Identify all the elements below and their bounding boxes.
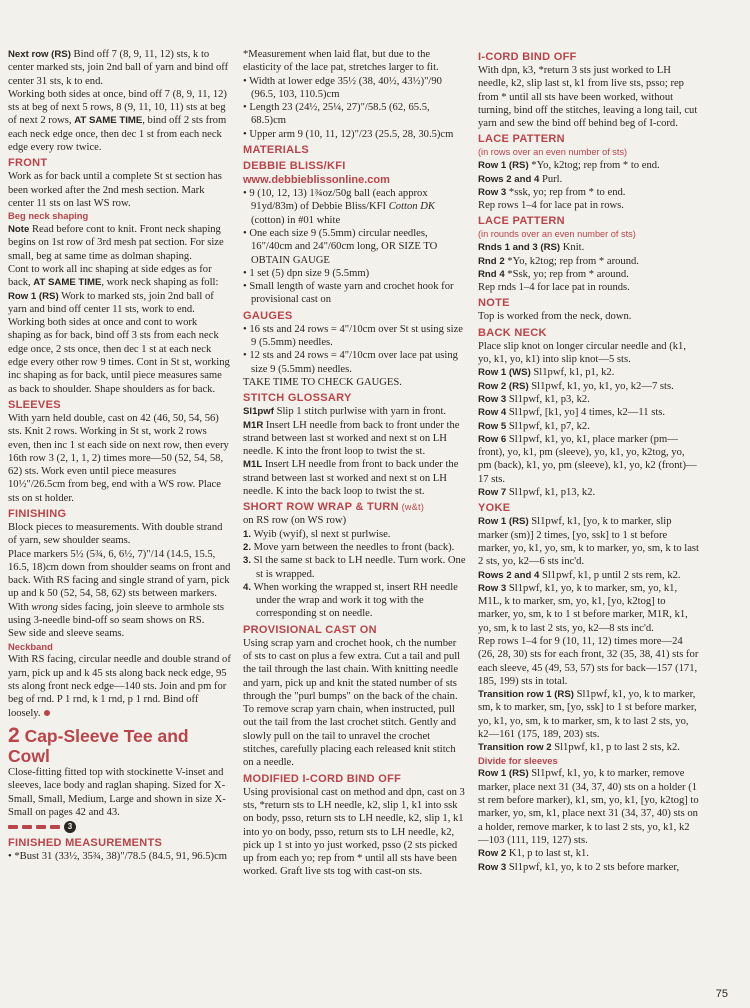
list-item: • 16 sts and 24 rows = 4"/10cm over St st using size 9 (5.5mm) needles. — [243, 323, 467, 350]
row-instruction — [478, 861, 700, 874]
row-instruction — [478, 173, 700, 186]
sleeves-heading: SLEEVES — [8, 398, 61, 411]
row-instruction — [478, 433, 700, 486]
glossary-entry — [243, 458, 467, 498]
list-item: • Small length of waste yarn and crochet hook for provisional cast on — [243, 280, 467, 307]
lace-pattern-heading: LACE PATTERN — [478, 133, 565, 146]
row-instruction — [478, 255, 700, 268]
short-row-steps — [243, 528, 467, 621]
row-label: Row 1 (RS) — [478, 160, 529, 172]
text: Cont to work all inc shaping at side edges as for back, — [8, 263, 212, 289]
row-text: *Ssk, yo; rep from * around. — [504, 268, 629, 280]
glossary-entry — [243, 405, 467, 418]
difficulty-bar-icon — [50, 825, 60, 829]
project-number: 2 — [8, 723, 20, 747]
row-text: Sl1pwf, k1, [yo, k to marker, slip marker (sm)] 2 times, [yo, ssk] to 1 st before marker, yo, k1, yo, sm, k to marker, yo, sm, k to last 2 sts, yo, k2—6 sts inc'd. — [478, 516, 699, 568]
row-label: Row 3 — [478, 861, 507, 873]
row-instruction — [478, 420, 700, 433]
gauges-list — [243, 323, 467, 376]
text: Working both sides at once, bind off 7 (8, 9, 11, 12) sts at beg of next 5 rows, 8 (9, 11, 10, 11) sts at beg of next 2 rows, — [8, 88, 227, 127]
step-text: Sl the same st back to LH needle. Turn work. One st is wrapped. — [253, 555, 466, 580]
paragraph — [8, 88, 232, 154]
neckband-text: With RS facing, circular needle and double strand of yarn, pick up and k 45 sts along back neck edge, 95 sts along front neck edge—140 sts. Join and pm for beg of rnd. P 1 rnd, k 1 rnd, p 1 rnd. Bind off loosely. — [8, 654, 231, 719]
row-text: Knit. — [560, 242, 585, 254]
list-item — [243, 187, 467, 227]
row-label: Row 3 — [478, 186, 507, 198]
row-text: Sl1pwf, k1, yo, k1, yo, k2—7 sts. — [528, 380, 674, 392]
text: , bind off 2 sts from each neck edge once, then dec 1 st from each neck edge every row twice. — [8, 115, 227, 154]
end-bullet-icon — [44, 710, 50, 716]
measurement-note: *Measurement when laid flat, but due to the elasticity of the lace pat, stretches larger to fit. — [243, 49, 439, 74]
step-number: 3. — [243, 555, 254, 567]
row-label: Row 1 (RS) — [478, 768, 529, 780]
difficulty-bar-icon — [22, 825, 32, 829]
emphasis: AT SAME TIME — [33, 277, 102, 289]
row-label: Row 4 — [478, 407, 507, 419]
lace-note: (in rounds over an even number of sts) — [478, 229, 636, 240]
difficulty-bar-icon — [36, 825, 46, 829]
list-item — [243, 581, 467, 621]
term: M1R — [243, 419, 264, 431]
list-item — [243, 541, 467, 554]
materials-list — [243, 187, 467, 307]
paragraph: Block pieces to measurements. With double strand of yarn, sew shoulder seams. — [8, 522, 223, 547]
row-label: Rnd 2 — [478, 255, 505, 267]
text: (cotton) in #01 white — [251, 214, 341, 226]
list-item: • Length 23 (24½, 25¼, 27)"/58.5 (62, 65.5, 68.5)cm — [243, 101, 467, 128]
row-text: Sl1pwf, [k1, yo] 4 times, k2—11 sts. — [506, 407, 666, 419]
row-instruction — [478, 268, 700, 281]
divide-heading: Divide for sleeves — [478, 754, 558, 766]
row-label: Transition row 2 — [478, 742, 552, 754]
row-instruction — [478, 688, 700, 741]
project-title-text: Cap-Sleeve Tee and Cowl — [8, 725, 189, 766]
list-item: • Width at lower edge 35½ (38, 40½, 43½)"/90 (96.5, 103, 110.5)cm — [243, 75, 467, 102]
check-gauges: TAKE TIME TO CHECK GAUGES. — [243, 376, 402, 388]
list-item — [243, 528, 467, 541]
paragraph: Rep rows 1–4 for 9 (10, 11, 12) times more—24 (26, 28, 30) sts for each front, 32 (35, 38, 41) sts for each sleeve, 45 (49, 53, 57) sts for back—157 (171, 185, 199) sts in total. — [478, 635, 699, 687]
row-text: Sl1pwf, k1, p13, k2. — [506, 487, 596, 499]
row-instruction — [478, 741, 700, 754]
paragraph — [8, 548, 232, 628]
term: M1L — [243, 459, 263, 471]
row-label: Row 7 — [478, 487, 507, 499]
row-text: Sl1pwf, k1, p1, k2. — [530, 367, 615, 379]
row-label: Transition row 1 (RS) — [478, 689, 574, 701]
row-label: Rows 2 and 4 — [478, 173, 540, 185]
lace-pattern-heading: LACE PATTERN — [478, 215, 565, 228]
text: , work neck shaping as foll: — [101, 277, 219, 289]
text: 9 (10, 12, 13) 1¾oz/50g ball (each approx 91yd/83m) of Debbie Bliss/KFI — [249, 188, 428, 213]
lace-note: (in rows over an even number of sts) — [478, 147, 628, 158]
row-instruction — [478, 767, 700, 847]
step-number: 1. — [243, 528, 254, 540]
front-heading: FRONT — [8, 157, 48, 170]
row-label: Row 2 (RS) — [478, 380, 529, 392]
sleeves-text: With yarn held double, cast on 42 (46, 50, 54, 56) sts. Knit 2 rows. Working in St st, work 2 rows even, then inc 1 st each side on next row, then every 16th row 3 (2, 1, 1, 2) times more—50 (52, 54, 58, 62) sts. Work even until piece measures 10½"/26.5cm from beg, end with a WS row. Place sts on st holder. — [8, 412, 229, 504]
emphasis: AT SAME TIME — [74, 115, 143, 127]
italic-text: wrong — [31, 601, 59, 613]
note-label: Note — [8, 224, 30, 236]
project-description: Close-fitting fitted top with stockinette V-inset and sleeves, lace body and raglan shaping. Sized for X-Small, Small, Medium, Large and shown in size X-Small on pages 42 and 43. — [8, 766, 226, 818]
paragraph — [8, 290, 232, 317]
measurements-list — [243, 75, 467, 141]
stitch-glossary-heading: STITCH GLOSSARY — [243, 392, 352, 405]
front-text: Work as for back until a complete St st section has been worked after the 2nd mesh section. Mark center 11 sts on last WS row. — [8, 171, 222, 209]
text: Place markers 5½ (5¾, 6, 6½, 7)"/14 (14.5, 15.5, 16.5, 18)cm down from shoulder seams on front and back. With RS facing and single strand of yarn, pick up and k 50 (52, 54, 58, 62) sts between markers. With — [8, 548, 231, 613]
row-text: Sl1pwf, k1, yo, k to 2 sts before marker, — [506, 861, 680, 873]
definition: Slip 1 stitch purlwise with yarn in front. — [273, 406, 447, 418]
paragraph — [8, 48, 232, 88]
row-label: Rnd 4 — [478, 268, 505, 280]
difficulty-indicator — [8, 821, 232, 833]
difficulty-badge: 3 — [64, 821, 76, 833]
row-text: Purl. — [539, 173, 563, 185]
paragraph: Place slip knot on longer circular needle and (k1, yo, k1, yo, k1) into slip knot—5 sts. — [478, 340, 686, 366]
paragraph: Sew side and sleeve seams. — [8, 628, 125, 640]
paragraph: Rep rows 1–4 for lace pat in rows. — [478, 200, 624, 212]
row-text: Sl1pwf, k1, p3, k2. — [506, 393, 590, 405]
yoke-heading: YOKE — [478, 502, 511, 515]
neckband-heading: Neckband — [8, 640, 53, 652]
row-label: Rnds 1 and 3 (RS) — [478, 242, 561, 254]
row-instruction — [478, 186, 700, 199]
short-row-intro: on RS row (on WS row) — [243, 515, 347, 527]
finished-measurements-heading: FINISHED MEASUREMENTS — [8, 837, 163, 850]
row-instruction — [478, 486, 700, 499]
row-instruction — [478, 393, 700, 406]
row-instruction — [478, 159, 700, 172]
row-instruction — [478, 582, 700, 635]
step-text: When working the wrapped st, insert RH needle under the wrap and work it tog with the corresponding st on needle. — [253, 581, 458, 620]
row-text: Sl1pwf, k1, yo, k1, place marker (pm—front), yo, k1, pm (sleeve), yo, k1, yo, k2tog, yo, pm (back), k1, yo, pm (sleeve), k1, yo, k2 (front)—17 sts. — [478, 433, 697, 485]
row-text: Work to marked sts, join 2nd ball of yarn and bind off center 11 sts, work to end. — [8, 290, 214, 315]
term: Sl1pwf — [243, 406, 274, 418]
step-text: Move yarn between the needles to front (back). — [253, 541, 455, 553]
row-label: Row 5 — [478, 420, 507, 432]
list-item — [243, 554, 467, 581]
definition: Insert LH needle from back to front under the strand between last st worked and next st on LH needle. K into the front loop to twist the st. — [243, 419, 460, 458]
paragraph — [8, 263, 232, 290]
modified-icord-heading: MODIFIED I-CORD BIND OFF — [243, 772, 402, 785]
modified-icord-text: Using provisional cast on method and dpn, cast on 3 sts, *return sts to LH needle, k2, slip 1, k1 into ssk on body, psso, return sts to LH needle, k2, slip 1, k1 into yo on body, psso, return sts to LH needle, k2, pick up 1 st into yo just worked, psso (2 sts picked up from each yo; rep from * until all sts have been worked. Graft live sts tog with cast-on sts. — [243, 786, 465, 878]
row-text: *Yo, k2tog; rep from * around. — [504, 255, 639, 267]
heading-text: SHORT ROW WRAP & TURN — [243, 501, 399, 514]
row-instruction — [478, 380, 700, 393]
paragraph: Rep rnds 1–4 for lace pat in rounds. — [478, 282, 630, 294]
glossary-entry — [243, 419, 467, 459]
row-label: Next row (RS) — [8, 49, 71, 60]
gauges-heading: GAUGES — [243, 309, 293, 322]
list-item: • One each size 9 (5.5mm) circular needles, 16"/40cm and 24"/60cm long, OR SIZE TO OBTAIN GAUGE — [243, 227, 467, 267]
row-label: Row 1 (WS) — [478, 367, 531, 379]
row-label: Row 1 (RS) — [478, 516, 529, 528]
short-row-heading — [243, 500, 467, 514]
note-heading: NOTE — [478, 297, 510, 310]
row-label: Row 6 — [478, 433, 507, 445]
row-label: Row 3 — [478, 393, 507, 405]
row-text: Sl1pwf, k1, yo, k to marker, sm, k to marker, sm, [yo, ssk] to 1 st before marker, yo, k1, yo, sm, k to marker, sm, k to last 2 sts, yo, k2—161 (175, 189, 203) sts. — [478, 689, 697, 741]
back-neck-heading: BACK NECK — [478, 326, 547, 339]
materials-heading: MATERIALS — [243, 144, 310, 157]
row-label: Row 2 — [478, 848, 507, 860]
row-instruction — [478, 847, 700, 860]
icord-heading: I-CORD BIND OFF — [478, 51, 577, 63]
row-text: Bind off 7 (8, 9, 11, 12) sts, k to center marked sts, join 2nd ball of yarn and bind off center 31 sts, k to end. — [8, 49, 229, 87]
beg-neck-heading: Beg neck shaping — [8, 210, 89, 222]
row-text: Sl1pwf, k1, p to last 2 sts, k2. — [551, 742, 680, 754]
paragraph — [8, 223, 232, 263]
yarn-name: Cotton DK — [388, 201, 435, 213]
measurements-list — [8, 850, 232, 863]
list-item: • 1 set (5) dpn size 9 (5.5mm) — [243, 267, 467, 280]
paragraph: Working both sides at once and cont to work shaping as for back, bind off 3 sts from each neck edge once, 2 sts once, then dec 1 st at each neck edge every other row 9 times. Cont in St st, working inc shaping as for back, until piece measures same as back to shoulder. Shape shoulders as for back. — [8, 317, 230, 395]
definition: Insert LH needle from front to back under the strand between last st worked and next st on LH needle. K into the back loop to twist the st. — [243, 459, 459, 498]
website-link[interactable]: www.debbieblissonline.com — [243, 174, 390, 187]
row-text: *ssk, yo; rep from * to end. — [506, 186, 626, 198]
row-instruction — [478, 366, 700, 379]
text: sides facing, join sleeve to armhole sts using 3-needle bind-off so seam shows on RS. — [8, 601, 225, 627]
note-text: Top is worked from the neck, down. — [478, 311, 632, 323]
row-instruction — [478, 569, 700, 582]
project-title — [8, 723, 232, 766]
page-number: 75 — [715, 988, 728, 1000]
row-instruction — [478, 515, 700, 568]
paragraph — [8, 653, 232, 719]
column-2 — [243, 48, 467, 879]
list-item: • *Bust 31 (33½, 35¾, 38)"/78.5 (84.5, 91, 96.5)cm — [8, 850, 232, 863]
row-text: *Yo, k2tog; rep from * to end. — [528, 160, 660, 172]
finishing-heading: FINISHING — [8, 508, 67, 520]
row-label: Row 3 — [478, 582, 507, 594]
row-text: K1, p to last st, k1. — [506, 848, 589, 860]
row-text: Sl1pwf, k1, yo, k to marker, sm, yo, k1, M1L, k to marker, sm, yo, k1, [yo, k2tog] to marker, yo, sm, k to 1 st before marker, M1R, k1, yo, sm, k to last 2 sts, yo, k2—8 sts inc'd. — [478, 582, 688, 634]
column-1 — [8, 48, 232, 863]
heading-abbr: (w&t) — [398, 502, 425, 513]
provisional-heading: PROVISIONAL CAST ON — [243, 623, 377, 636]
difficulty-bar-icon — [8, 825, 18, 829]
step-text: Wyib (wyif), sl next st purlwise. — [253, 528, 391, 540]
step-number: 4. — [243, 581, 254, 593]
brand-heading: DEBBIE BLISS/KFI — [243, 160, 346, 173]
icord-text: With dpn, k3, *return 3 sts just worked to LH needle, k2, slip last st, k1 from live sts, psso; rep from * until all sts have been worked, without turning, bind off the stitches, leaving a long tail, cut yarn and sew the bind off behind beg of I-cord. — [478, 65, 698, 130]
step-number: 2. — [243, 541, 254, 553]
row-label: Row 1 (RS) — [8, 290, 59, 302]
row-text: Sl1pwf, k1, p until 2 sts rem, k2. — [539, 569, 681, 581]
list-item: • 12 sts and 24 rows = 4"/10cm over lace pat using size 9 (5.5mm) needles. — [243, 349, 467, 376]
provisional-text: Using scrap yarn and crochet hook, ch the number of sts to cast on plus a few extra. Cut a tail and pull the tail through the last chain. With knitting needle and yarn, pick up and knit the stated number of sts through the "purl bumps" on the back of the chain. To remove scrap yarn chain, when instructed, pull out the tail from the last crochet stitch. Gently and slowly pull on the tail to unravel the crochet stitches, carefully placing each released knit stitch on a needle. — [243, 637, 461, 769]
row-instruction — [478, 241, 700, 254]
row-text: Sl1pwf, k1, yo, k to marker, remove marker, place next 31 (34, 37, 40) sts on a holder (1 st rem before marker), k1, sm, yo, k1, [yo, k2tog] to marker, yo, sm, k1, place next 31 (34, 37, 40) sts on a holder, remove marker, k to last 2 sts, yo, k1, k2—103 (111, 119, 127) sts. — [478, 768, 699, 846]
row-instruction — [478, 406, 700, 419]
row-label: Rows 2 and 4 — [478, 569, 540, 581]
note-text: Read before cont to knit. Front neck shaping begins on 1st row of 3rd mesh pat section. For size small, beg at same time as dolman shaping. — [8, 224, 224, 262]
column-3 — [478, 48, 700, 874]
row-text: Sl1pwf, k1, p7, k2. — [506, 420, 590, 432]
list-item: • Upper arm 9 (10, 11, 12)"/23 (25.5, 28, 30.5)cm — [243, 128, 467, 141]
